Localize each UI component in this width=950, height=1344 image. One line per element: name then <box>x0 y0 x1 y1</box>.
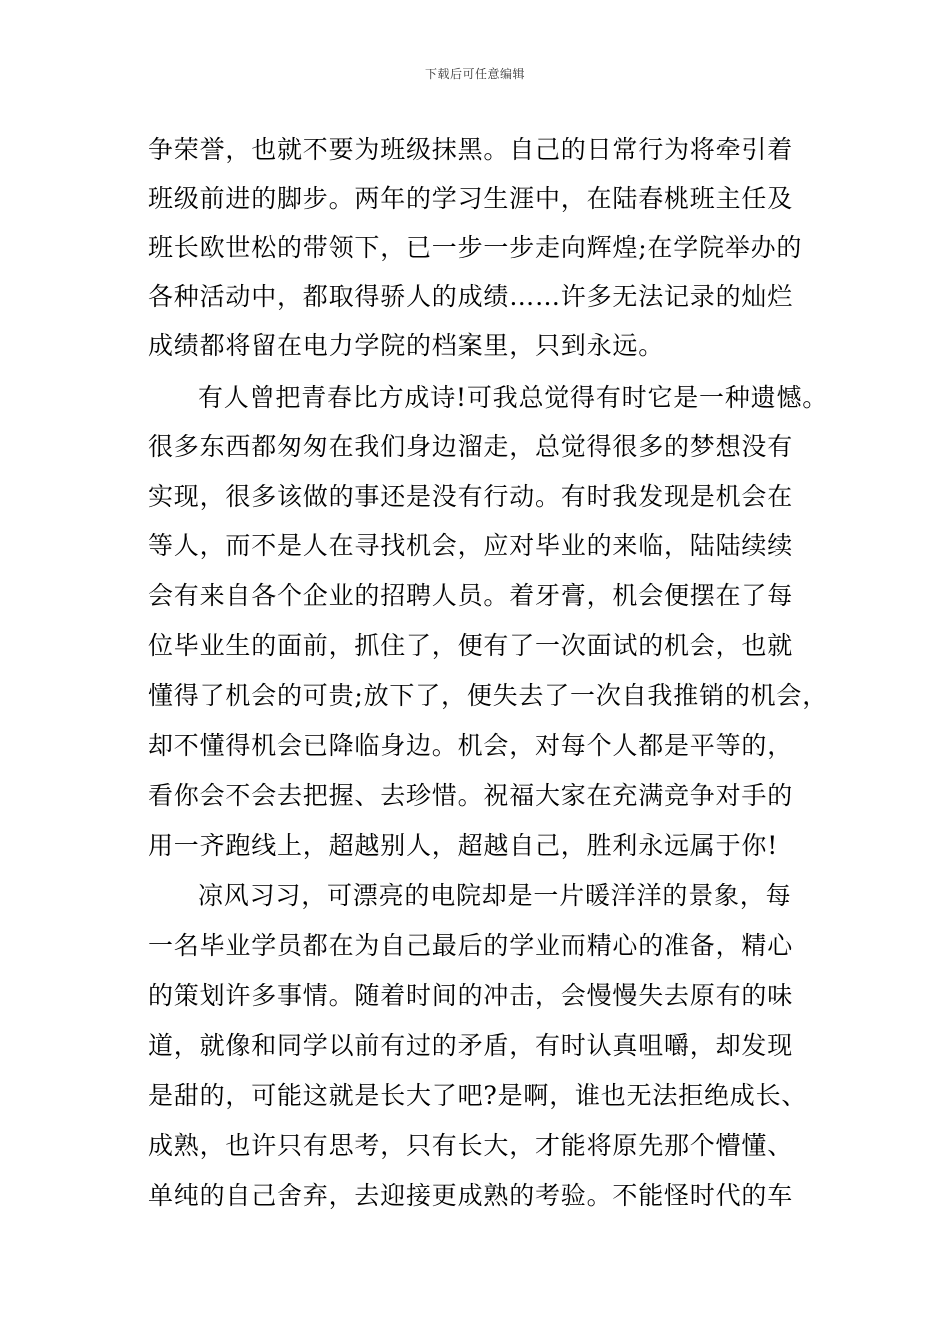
paragraph-3-line-5: 是甜的，可能这就是长大了吧?是啊，谁也无法拒绝成长、 <box>148 1081 808 1110</box>
paragraph-2-line-8: 却不懂得机会已降临身边。机会，对每个人都是平等的， <box>148 731 794 760</box>
paragraph-2-line-9: 看你会不会去把握、去珍惜。祝福大家在充满竞争对手的 <box>148 781 794 810</box>
paragraph-2-line-2: 很多东西都匆匆在我们身边溜走，总觉得很多的梦想没有 <box>148 432 794 461</box>
paragraph-2-line-3: 实现，很多该做的事还是没有行动。有时我发现是机会在 <box>148 482 794 511</box>
paragraph-1-line-1: 争荣誉，也就不要为班级抹黑。自己的日常行为将牵引着 <box>148 135 794 164</box>
paragraph-2-line-4: 等人，而不是人在寻找机会，应对毕业的来临，陆陆续续 <box>148 531 794 560</box>
paragraph-2-line-1: 有人曾把青春比方成诗!可我总觉得有时它是一种遗憾。 <box>198 383 829 412</box>
page-header: 下载后可任意编辑 <box>424 67 525 81</box>
paragraph-3-line-3: 的策划许多事情。随着时间的冲击，会慢慢失去原有的味 <box>148 981 794 1010</box>
paragraph-3-line-2: 一名毕业学员都在为自己最后的学业而精心的准备，精心 <box>148 931 794 960</box>
paragraph-1-line-2: 班级前进的脚步。两年的学习生涯中，在陆春桃班主任及 <box>148 184 794 213</box>
paragraph-1-line-5: 成绩都将留在电力学院的档案里，只到永远。 <box>148 331 665 360</box>
paragraph-2-line-7: 懂得了机会的可贵;放下了，便失去了一次自我推销的机会， <box>148 681 829 710</box>
paragraph-2-line-10: 用一齐跑线上，超越别人，超越自己，胜利永远属于你! <box>148 831 779 860</box>
paragraph-3-line-7: 单纯的自己舍弃，去迎接更成熟的考验。不能怪时代的车 <box>148 1181 794 1210</box>
paragraph-1-line-4: 各种活动中，都取得骄人的成绩……许多无法记录的灿烂 <box>148 282 794 311</box>
paragraph-3-line-4: 道，就像和同学以前有过的矛盾，有时认真咀嚼，却发现 <box>148 1031 794 1060</box>
paragraph-2-line-6: 位毕业生的面前，抓住了，便有了一次面试的机会，也就 <box>148 631 794 660</box>
paragraph-2-line-5: 会有来自各个企业的招聘人员。着牙膏，机会便摆在了每 <box>148 581 794 610</box>
paragraph-3-line-6: 成熟，也许只有思考，只有长大，才能将原先那个懵懂、 <box>148 1131 794 1160</box>
paragraph-3-line-1: 凉风习习，可漂亮的电院却是一片暖洋洋的景象，每 <box>198 881 792 910</box>
paragraph-1-line-3: 班长欧世松的带领下，已一步一步走向辉煌;在学院举办的 <box>148 233 803 262</box>
